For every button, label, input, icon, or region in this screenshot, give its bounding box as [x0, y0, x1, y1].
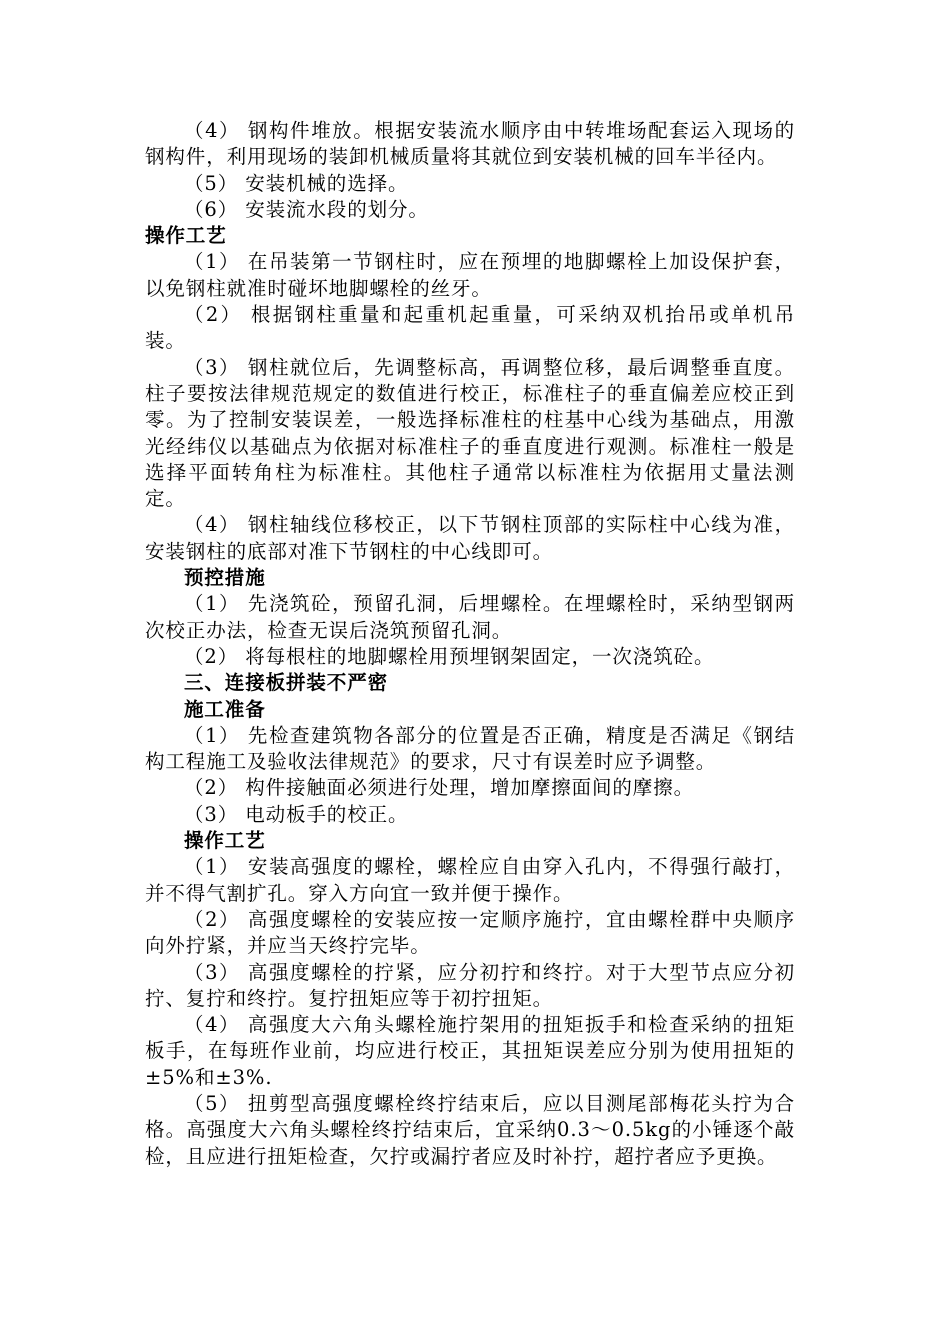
chapter-heading: 三、连接板拼装不严密 — [184, 671, 389, 695]
paragraph: （1） 先检查建筑物各部分的位置是否正确，精度是否满足《钢结构工程施工及验收法律规范》的要求，尺寸有误差时应予调整。 — [145, 723, 795, 774]
paragraph: （5） 安装机械的选择。 — [184, 171, 409, 195]
section-heading: 施工准备 — [184, 697, 266, 721]
paragraph: （3） 钢柱就位后，先调整标高，再调整位移，最后调整垂直度。柱子要按法律规范规定的数值进行校正，标准柱子的垂直偏差应校正到零。为了控制安装误差，一般选择标准柱的柱基中心线为基础点，用激光经纬仪以基础点为依据对标准柱子的垂直度进行观测。标准柱一般是选择平面转角柱为标准柱。其他柱子通常以标准柱为依据用丈量法测定。 — [145, 355, 795, 511]
paragraph: （3） 高强度螺栓的拧紧，应分初拧和终拧。对于大型节点应分初拧、复拧和终拧。复拧扭矩应等于初拧扭矩。 — [145, 960, 795, 1010]
section-heading: 操作工艺 — [184, 829, 266, 853]
paragraph: （3） 电动板手的校正。 — [184, 802, 409, 826]
section-heading: 操作工艺 — [145, 224, 227, 248]
paragraph: （2） 将每根柱的地脚螺栓用预埋钢架固定，一次浇筑砼。 — [184, 644, 715, 668]
paragraph: （4） 钢柱轴线位移校正，以下节钢柱顶部的实际柱中心线为准，安装钢柱的底部对准下节钢柱的中心线即可。 — [145, 513, 795, 563]
paragraph: （1） 先浇筑砼，预留孔洞，后埋螺栓。在埋螺栓时，采纳型钢两次校正办法，检查无误后浇筑预留孔洞。 — [145, 592, 795, 642]
paragraph: （4） 高强度大六角头螺栓施拧架用的扭矩扳手和检查采纳的扭矩板手，在每班作业前，均应进行校正，其扭矩误差应分别为使用扭矩的±5%和±3%. — [145, 1013, 795, 1089]
paragraph: （4） 钢构件堆放。根据安装流水顺序由中转堆场配套运入现场的钢构件，利用现场的装卸机械质量将其就位到安装机械的回车半径内。 — [145, 119, 795, 169]
paragraph: （2） 高强度螺栓的安装应按一定顺序施拧，宜由螺栓群中央顺序向外拧紧，并应当天终拧完毕。 — [145, 907, 795, 958]
paragraph: （5） 扭剪型高强度螺栓终拧结束后，应以目测尾部梅花头拧为合格。高强度大六角头螺栓终拧结束后，宜采纳0.3～0.5kg的小锤逐个敲检，且应进行扭矩检查，欠拧或漏拧者应及时补拧，超拧者应予更换。 — [145, 1091, 795, 1168]
document-body — [145, 118, 795, 1170]
paragraph: （2） 根据钢柱重量和起重机起重量，可采纳双机抬吊或单机吊装。 — [145, 303, 795, 353]
section-heading: 预控措施 — [184, 566, 266, 590]
paragraph: （6） 安装流水段的划分。 — [184, 197, 429, 221]
paragraph: （1） 安装高强度的螺栓，螺栓应自由穿入孔内，不得强行敲打，并不得气割扩孔。穿入方向宜一致并便于操作。 — [145, 855, 795, 905]
paragraph: （2） 构件接触面必须进行处理，增加摩擦面间的摩擦。 — [184, 776, 695, 800]
paragraph: （1） 在吊装第一节钢柱时，应在预埋的地脚螺栓上加设保护套，以免钢柱就准时碰坏地脚螺栓的丝牙。 — [145, 250, 795, 300]
